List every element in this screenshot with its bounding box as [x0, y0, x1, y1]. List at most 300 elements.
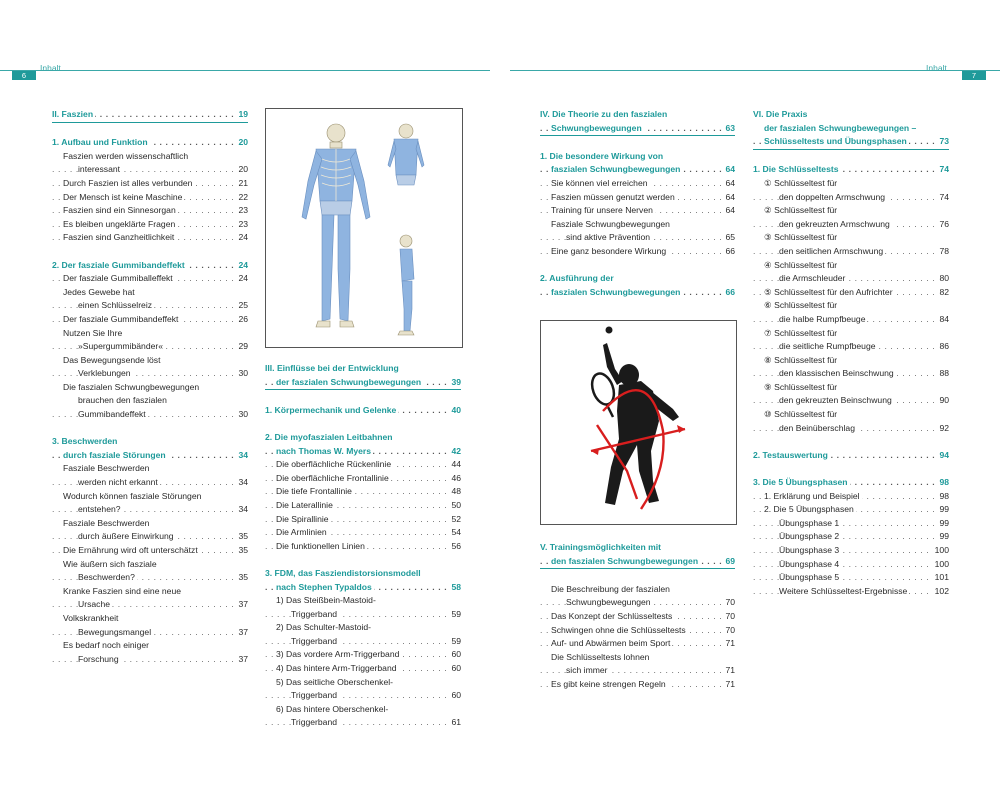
- toc-entry: [753, 231, 949, 245]
- toc-entry-page: 59: [448, 608, 461, 622]
- tennis-figure: [540, 320, 737, 525]
- toc-entry-page: 29: [235, 340, 248, 354]
- toc-entry-page: 37: [235, 653, 248, 667]
- toc-entry-title: werden nicht erkannt: [78, 477, 158, 488]
- toc-entry-title: Schwingen ohne die Schlüsseltests: [551, 624, 686, 635]
- toc-entry-title: Faszien sind ein Sinnesorgan: [63, 205, 176, 216]
- toc-entry: [52, 394, 248, 408]
- toc-entry-title: Forschung: [78, 653, 119, 664]
- right-page-number: 7: [962, 71, 986, 80]
- toc-entry-page: 39: [448, 376, 461, 390]
- toc-entry-page: 59: [448, 635, 461, 649]
- toc-entry: [753, 191, 949, 205]
- toc-entry-page: 70: [722, 610, 735, 624]
- toc-entry-page: 20: [235, 163, 248, 177]
- toc-entry-page: 37: [235, 626, 248, 640]
- toc-entry-title: ⑥ Schlüsseltest für: [764, 300, 838, 311]
- toc-entry-page: 84: [936, 313, 949, 327]
- toc-entry-title: Die Laterallinie: [276, 499, 333, 510]
- toc-entry-title: 1) Das Steißbein-Mastoid-: [276, 595, 376, 606]
- toc-entry-page: 71: [722, 637, 735, 651]
- toc-entry-title: Sie können viel erreichen: [551, 177, 648, 188]
- toc-entry-title: Schlüsseltests und Übungsphasen: [764, 136, 907, 147]
- toc-entry-title: 3. FDM, das Fasziendistorsionsmodell: [265, 567, 421, 578]
- toc-entry-page: 35: [235, 530, 248, 544]
- toc-column-2: [265, 362, 461, 730]
- toc-entry-title: 2. Testauswertung: [753, 449, 828, 460]
- toc-entry: [265, 594, 461, 608]
- toc-entry-title: ⑤ Schlüsseltest für den Aufrichter: [764, 286, 893, 297]
- toc-entry-title: Gummibandeffekt: [78, 409, 146, 420]
- toc-entry-title: der faszialen Schwungbewegungen –: [764, 122, 917, 133]
- toc-entry-title: Durch Faszien ist alles verbunden: [63, 177, 193, 188]
- toc-entry-title: Der fasziale Gummibandeffekt: [63, 313, 179, 324]
- toc-entry-page: 26: [235, 313, 248, 327]
- toc-entry-page: 50: [448, 499, 461, 513]
- toc-entry-title: Die tiefe Frontallinie: [276, 486, 352, 497]
- toc-entry-title: den seitlichen Armschwung: [779, 245, 884, 256]
- toc-entry: [52, 286, 248, 300]
- toc-entry: [753, 299, 949, 313]
- toc-entry-title: Faszien werden wissenschaftlich: [63, 150, 189, 161]
- toc-entry-page: 24: [235, 231, 248, 245]
- toc-entry-page: 100: [932, 544, 949, 558]
- toc-entry-title: ⑧ Schlüsseltest für: [764, 354, 838, 365]
- toc-entry-title: den gekreuzten Beinschwung: [779, 395, 892, 406]
- toc-entry: [753, 449, 949, 463]
- toc-entry-title: Schwungbewegungen: [566, 597, 651, 608]
- toc-entry: [265, 581, 461, 595]
- toc-entry-title: Die Spirallinie: [276, 513, 329, 524]
- toc-entry: [52, 259, 248, 273]
- toc-entry: [265, 485, 461, 499]
- toc-entry-title: Auf- und Abwärmen beim Sport: [551, 638, 671, 649]
- toc-entry: [540, 177, 735, 191]
- toc-entry: [52, 381, 248, 395]
- toc-entry-title: den Beinüberschlag: [779, 422, 855, 433]
- toc-entry: [265, 676, 461, 690]
- toc-entry-page: 64: [722, 204, 735, 218]
- toc-entry-title: Übungsphase 5: [779, 572, 840, 583]
- toc-entry: [52, 544, 248, 558]
- toc-entry-title: nach Thomas W. Myers: [276, 445, 372, 456]
- toc-column-3-bottom: [540, 541, 735, 692]
- toc-entry-title: Faszien sind Ganzheitlichkeit: [63, 232, 175, 243]
- toc-entry-page: 101: [932, 571, 949, 585]
- toc-entry-title: Faszien müssen genutzt werden: [551, 191, 675, 202]
- toc-entry-title: 1. Die besondere Wirkung von: [540, 150, 664, 161]
- toc-entry: [265, 376, 461, 391]
- toc-entry-title: 6) Das hintere Oberschenkel-: [276, 703, 389, 714]
- toc-entry: [540, 555, 735, 570]
- toc-entry: [540, 286, 735, 300]
- toc-entry-title: die seitliche Rumpfbeuge: [779, 341, 876, 352]
- toc-entry-title: »Supergummibänder«: [78, 341, 164, 352]
- toc-entry: [265, 716, 461, 730]
- toc-entry: [52, 150, 248, 164]
- toc-entry-page: 80: [936, 272, 949, 286]
- toc-entry: [265, 635, 461, 649]
- toc-entry: [753, 367, 949, 381]
- toc-entry-page: 99: [936, 503, 949, 517]
- toc-entry-title: V. Trainingsmöglichkeiten mit: [540, 542, 661, 552]
- toc-entry-title: der faszialen Schwungbewegungen: [276, 376, 422, 387]
- toc-entry: [52, 327, 248, 341]
- toc-entry: [265, 499, 461, 513]
- toc-entry: [540, 191, 735, 205]
- toc-entry-title: Übungsphase 1: [779, 517, 840, 528]
- toc-entry: [753, 476, 949, 490]
- toc-entry: [265, 404, 461, 418]
- toc-entry: [52, 558, 248, 572]
- toc-entry-page: 99: [936, 517, 949, 531]
- toc-entry: [540, 541, 735, 555]
- toc-entry-title: Triggerband: [291, 635, 338, 646]
- tennis-player-icon: [541, 321, 736, 524]
- toc-entry-page: 40: [448, 404, 461, 418]
- toc-entry: [540, 218, 735, 232]
- toc-entry-page: 73: [936, 135, 949, 149]
- toc-entry-title: Fasziale Beschwerden: [63, 517, 150, 528]
- toc-spacer: [265, 553, 461, 567]
- toc-entry: [540, 108, 735, 122]
- toc-entry-title: Kranke Faszien sind eine neue: [63, 585, 182, 596]
- toc-entry-title: Jedes Gewebe hat: [63, 286, 135, 297]
- toc-entry: [52, 517, 248, 531]
- toc-entry: [52, 108, 248, 123]
- toc-entry: [52, 476, 248, 490]
- toc-entry-page: 65: [722, 231, 735, 245]
- toc-entry-title: ⑦ Schlüsseltest für: [764, 327, 838, 338]
- toc-entry-page: 78: [936, 245, 949, 259]
- toc-entry-title: die Armschleuder: [779, 273, 846, 284]
- toc-entry: [753, 163, 949, 177]
- toc-entry-page: 64: [722, 163, 735, 177]
- toc-entry-page: 60: [448, 648, 461, 662]
- toc-entry-page: 22: [235, 191, 248, 205]
- toc-entry: [52, 218, 248, 232]
- toc-entry-page: 44: [448, 458, 461, 472]
- toc-spacer: [753, 150, 949, 164]
- toc-entry: [753, 272, 949, 286]
- toc-entry-title: Übungsphase 2: [779, 531, 840, 542]
- toc-entry: [753, 327, 949, 341]
- toc-entry: [52, 367, 248, 381]
- toc-entry-page: 35: [235, 571, 248, 585]
- toc-entry-title: 5) Das seitliche Oberschenkel-: [276, 676, 394, 687]
- toc-entry: [753, 313, 949, 327]
- toc-entry-page: 64: [722, 191, 735, 205]
- toc-entry: [52, 503, 248, 517]
- right-running-title: Inhalt: [926, 63, 947, 73]
- toc-entry-title: durch äußere Einwirkung: [78, 531, 174, 542]
- toc-entry: [52, 313, 248, 327]
- toc-entry-page: 19: [235, 108, 248, 122]
- toc-entry: [753, 503, 949, 517]
- toc-entry-title: Die oberflächliche Rückenlinie: [276, 459, 392, 470]
- toc-entry: [265, 513, 461, 527]
- toc-entry: [52, 612, 248, 626]
- toc-entry-title: 2. Die 5 Übungsphasen: [764, 504, 854, 515]
- toc-entry: [52, 626, 248, 640]
- toc-entry-title: den doppelten Armschwung: [779, 191, 886, 202]
- toc-spacer: [753, 435, 949, 449]
- toc-entry: [52, 204, 248, 218]
- toc-spacer: [52, 422, 248, 436]
- toc-entry-page: 98: [936, 476, 949, 490]
- toc-entry-title: Es bleiben ungeklärte Fragen: [63, 218, 176, 229]
- toc-entry: [540, 163, 735, 177]
- toc-entry-title: Schwungbewegungen: [551, 122, 642, 133]
- toc-entry-page: 86: [936, 340, 949, 354]
- toc-entry-page: 69: [722, 555, 735, 569]
- toc-entry: [540, 596, 735, 610]
- toc-entry-title: Wodurch können fasziale Störungen: [63, 490, 202, 501]
- toc-entry: [753, 108, 949, 122]
- toc-entry: [52, 490, 248, 504]
- toc-entry: [753, 218, 949, 232]
- toc-entry-page: 30: [235, 367, 248, 381]
- toc-entry: [52, 340, 248, 354]
- toc-entry-title: den klassischen Beinschwung: [779, 368, 894, 379]
- toc-entry-title: Die faszialen Schwungbewegungen: [63, 381, 200, 392]
- toc-entry-title: Triggerband: [291, 608, 338, 619]
- toc-entry: [52, 191, 248, 205]
- toc-entry: [753, 585, 949, 599]
- toc-entry-title: Beschwerden?: [78, 572, 135, 583]
- toc-entry: [52, 435, 248, 449]
- toc-spacer: [540, 136, 735, 150]
- toc-entry-title: sind aktive Prävention: [566, 232, 651, 243]
- toc-entry: [52, 272, 248, 286]
- toc-entry-title: 3. Beschwerden: [52, 436, 118, 447]
- toc-spacer: [753, 462, 949, 476]
- toc-entry: [265, 431, 461, 445]
- toc-entry-page: 98: [936, 490, 949, 504]
- toc-entry-page: 34: [235, 449, 248, 463]
- toc-entry: [265, 526, 461, 540]
- toc-entry: [540, 637, 735, 651]
- toc-entry: [52, 136, 248, 150]
- toc-entry-title: 1. Erklärung und Beispiel: [764, 490, 860, 501]
- toc-entry: [52, 585, 248, 599]
- toc-entry-title: Die Armlinien: [276, 527, 327, 538]
- toc-entry-title: 1. Aufbau und Funktion: [52, 137, 148, 148]
- toc-entry-title: ③ Schlüsseltest für: [764, 232, 838, 243]
- toc-entry: [753, 177, 949, 191]
- toc-entry: [52, 449, 248, 463]
- toc-entry: [753, 135, 949, 150]
- skeleton-fascia-icon: [266, 109, 462, 347]
- toc-column-3-top: [540, 108, 735, 299]
- toc-entry-title: Übungsphase 4: [779, 558, 840, 569]
- toc-entry: [540, 122, 735, 137]
- toc-entry-title: den gekreuzten Armschwung: [779, 218, 890, 229]
- toc-entry: [52, 408, 248, 422]
- toc-entry: [265, 608, 461, 622]
- toc-column-1: [52, 108, 248, 666]
- toc-entry: [52, 163, 248, 177]
- toc-entry-title: Wie äußern sich fasziale: [63, 558, 157, 569]
- toc-entry-page: 23: [235, 204, 248, 218]
- toc-entry: [753, 394, 949, 408]
- toc-entry-title: Triggerband: [291, 717, 338, 728]
- toc-entry-title: Triggerband: [291, 690, 338, 701]
- toc-entry-title: durch fasziale Störungen: [63, 449, 166, 460]
- toc-entry-title: Nutzen Sie Ihre: [63, 327, 123, 338]
- toc-entry-page: 24: [235, 259, 248, 273]
- toc-entry: [753, 422, 949, 436]
- toc-entry-title: Fasziale Schwungbewegungen: [551, 218, 670, 229]
- toc-entry-title: entstehen?: [78, 504, 121, 515]
- toc-entry-title: Verklebungen: [78, 368, 131, 379]
- toc-entry-title: Die Beschreibung der faszialen: [551, 583, 670, 594]
- toc-entry-page: 90: [936, 394, 949, 408]
- toc-entry-title: ⑨ Schlüsseltest für: [764, 381, 838, 392]
- toc-entry-page: 56: [448, 540, 461, 554]
- toc-entry-page: 66: [722, 286, 735, 300]
- toc-entry-title: Eine ganz besondere Wirkung: [551, 245, 667, 256]
- toc-entry: [52, 598, 248, 612]
- toc-entry: [540, 624, 735, 638]
- toc-entry: [753, 286, 949, 300]
- toc-entry-page: 71: [722, 678, 735, 692]
- toc-entry: [52, 177, 248, 191]
- toc-entry-page: 102: [932, 585, 949, 599]
- toc-entry-page: 34: [235, 503, 248, 517]
- toc-entry-title: II. Faszien: [52, 109, 94, 119]
- toc-entry-title: 3. Die 5 Übungsphasen: [753, 477, 848, 488]
- toc-entry-title: sich immer: [566, 665, 608, 676]
- toc-entry: [52, 639, 248, 653]
- toc-entry-title: Übungsphase 3: [779, 545, 840, 555]
- toc-entry-title: IV. Die Theorie zu den faszialen: [540, 109, 668, 119]
- toc-entry: [540, 272, 735, 286]
- toc-entry-page: 58: [448, 581, 461, 595]
- toc-entry-title: Es gibt keine strengen Regeln: [551, 678, 666, 689]
- toc-entry-page: 35: [235, 544, 248, 558]
- toc-entry-page: 42: [448, 445, 461, 459]
- toc-entry-page: 52: [448, 513, 461, 527]
- toc-entry-title: Die oberflächliche Frontallinie: [276, 472, 389, 483]
- toc-entry: [265, 445, 461, 459]
- toc-entry: [52, 571, 248, 585]
- toc-entry: [753, 490, 949, 504]
- left-header-rule: [0, 70, 490, 71]
- toc-entry-page: 25: [235, 299, 248, 313]
- toc-entry-title: brauchen den faszialen: [78, 395, 167, 406]
- toc-entry: [52, 653, 248, 667]
- toc-entry: [265, 567, 461, 581]
- toc-entry: [753, 571, 949, 585]
- toc-entry-title: Das Konzept der Schlüsseltests: [551, 610, 673, 621]
- toc-entry: [265, 662, 461, 676]
- toc-entry-title: VI. Die Praxis: [753, 109, 808, 119]
- toc-entry-page: 94: [936, 449, 949, 463]
- toc-entry: [52, 299, 248, 313]
- toc-column-4: [753, 108, 949, 598]
- toc-entry: [540, 231, 735, 245]
- toc-entry-title: 1. Die Schlüsseltests: [753, 164, 839, 175]
- toc-entry-page: 71: [722, 664, 735, 678]
- toc-spacer: [540, 569, 735, 583]
- toc-entry: [540, 204, 735, 218]
- toc-entry-page: 88: [936, 367, 949, 381]
- toc-entry-title: Die Schlüsseltests lohnen: [551, 651, 650, 662]
- toc-entry-title: ⑩ Schlüsseltest für: [764, 409, 838, 420]
- toc-entry-page: 21: [235, 177, 248, 191]
- toc-entry: [753, 354, 949, 368]
- toc-entry: [540, 678, 735, 692]
- toc-spacer: [265, 390, 461, 404]
- toc-entry-title: 2. Die myofaszialen Leitbahnen: [265, 431, 393, 442]
- toc-entry-title: Volkskrankheit: [63, 612, 119, 623]
- toc-entry: [265, 648, 461, 662]
- toc-entry: [265, 458, 461, 472]
- toc-entry: [753, 381, 949, 395]
- toc-entry-title: ④ Schlüsseltest für: [764, 259, 838, 270]
- toc-entry-title: III. Einflüsse bei der Entwicklung: [265, 363, 399, 373]
- toc-entry-title: den faszialen Schwungbewegungen: [551, 555, 699, 566]
- toc-entry-page: 61: [448, 716, 461, 730]
- toc-entry-page: 100: [932, 558, 949, 572]
- toc-entry-page: 24: [235, 272, 248, 286]
- toc-entry-title: nach Stephen Typaldos: [276, 581, 372, 592]
- toc-entry-title: einen Schlüsselreiz: [78, 300, 153, 311]
- toc-entry-title: 2. Ausführung der: [540, 273, 614, 284]
- toc-entry-title: faszialen Schwungbewegungen: [551, 164, 681, 175]
- toc-entry-page: 82: [936, 286, 949, 300]
- toc-entry: [265, 472, 461, 486]
- toc-spacer: [52, 245, 248, 259]
- toc-entry: [265, 362, 461, 376]
- left-running-title: Inhalt: [40, 63, 61, 73]
- toc-entry-page: 54: [448, 526, 461, 540]
- toc-entry: [540, 150, 735, 164]
- toc-entry-title: Es bedarf noch einiger: [63, 640, 149, 651]
- toc-entry: [753, 544, 949, 558]
- toc-entry-title: 1. Körpermechanik und Gelenke: [265, 404, 397, 415]
- toc-entry: [540, 245, 735, 259]
- toc-entry: [753, 408, 949, 422]
- toc-entry-title: Die Ernährung wird oft unterschätzt: [63, 545, 198, 555]
- toc-entry: [52, 231, 248, 245]
- toc-entry-page: 99: [936, 530, 949, 544]
- toc-entry-title: ① Schlüsseltest für: [764, 177, 838, 188]
- toc-entry: [753, 530, 949, 544]
- toc-entry-page: 74: [936, 191, 949, 205]
- toc-entry: [265, 689, 461, 703]
- toc-spacer: [540, 259, 735, 273]
- toc-entry: [753, 122, 949, 136]
- toc-entry-page: 46: [448, 472, 461, 486]
- toc-entry: [52, 530, 248, 544]
- toc-entry-page: 70: [722, 624, 735, 638]
- toc-spacer: [52, 123, 248, 137]
- toc-entry-title: 4) Das hintere Arm-Triggerband: [276, 663, 397, 674]
- toc-entry-page: 70: [722, 596, 735, 610]
- toc-entry-page: 48: [448, 485, 461, 499]
- toc-entry-page: 34: [235, 476, 248, 490]
- toc-entry-title: 3) Das vordere Arm-Triggerband: [276, 649, 400, 660]
- toc-entry-title: Der fasziale Gummiballeffekt: [63, 273, 173, 284]
- toc-entry: [540, 610, 735, 624]
- toc-entry-title: faszialen Schwungbewegungen: [551, 286, 681, 297]
- toc-entry-page: 66: [722, 245, 735, 259]
- toc-entry-page: 63: [722, 122, 735, 136]
- toc-entry-title: die halbe Rumpfbeuge: [779, 313, 866, 324]
- toc-entry-page: 60: [448, 662, 461, 676]
